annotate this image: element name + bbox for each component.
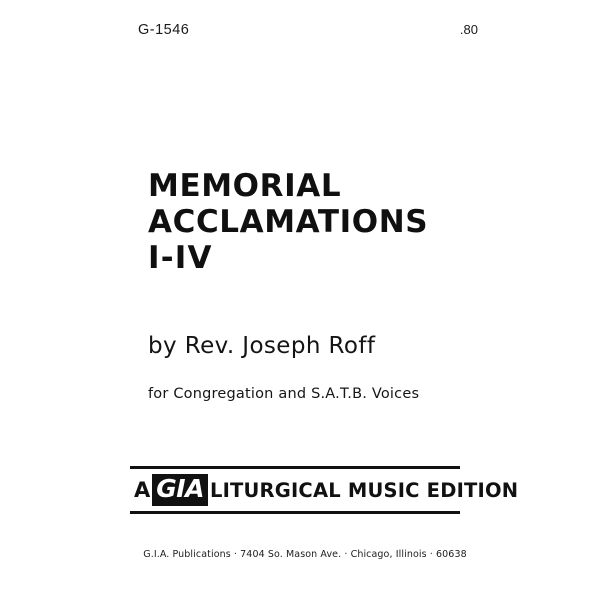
publisher-logo [130, 472, 519, 508]
gia-logo-mark: GIA [152, 474, 208, 506]
title-line-3: I-IV [148, 240, 213, 276]
page-title [148, 168, 568, 276]
logo-series-label: LITURGICAL MUSIC EDITION [209, 478, 519, 502]
price-label: .80 [459, 22, 478, 37]
divider-bottom [130, 511, 460, 514]
composer-credit: by Rev. Joseph Roff [148, 333, 376, 359]
catalog-number: G-1546 [138, 22, 190, 38]
header-row [0, 22, 610, 42]
title-line-2: ACCLAMATIONS [148, 204, 429, 240]
publisher-imprint: G.I.A. Publications · 7404 So. Mason Ave. · Chicago, Illinois · 60638 [143, 549, 467, 560]
divider-top [130, 466, 460, 469]
logo-prefix-letter: A [134, 478, 151, 502]
title-line-1: MEMORIAL [148, 168, 342, 204]
publisher-logo-band [130, 466, 519, 514]
voicing-subtitle: for Congregation and S.A.T.B. Voices [148, 386, 420, 402]
